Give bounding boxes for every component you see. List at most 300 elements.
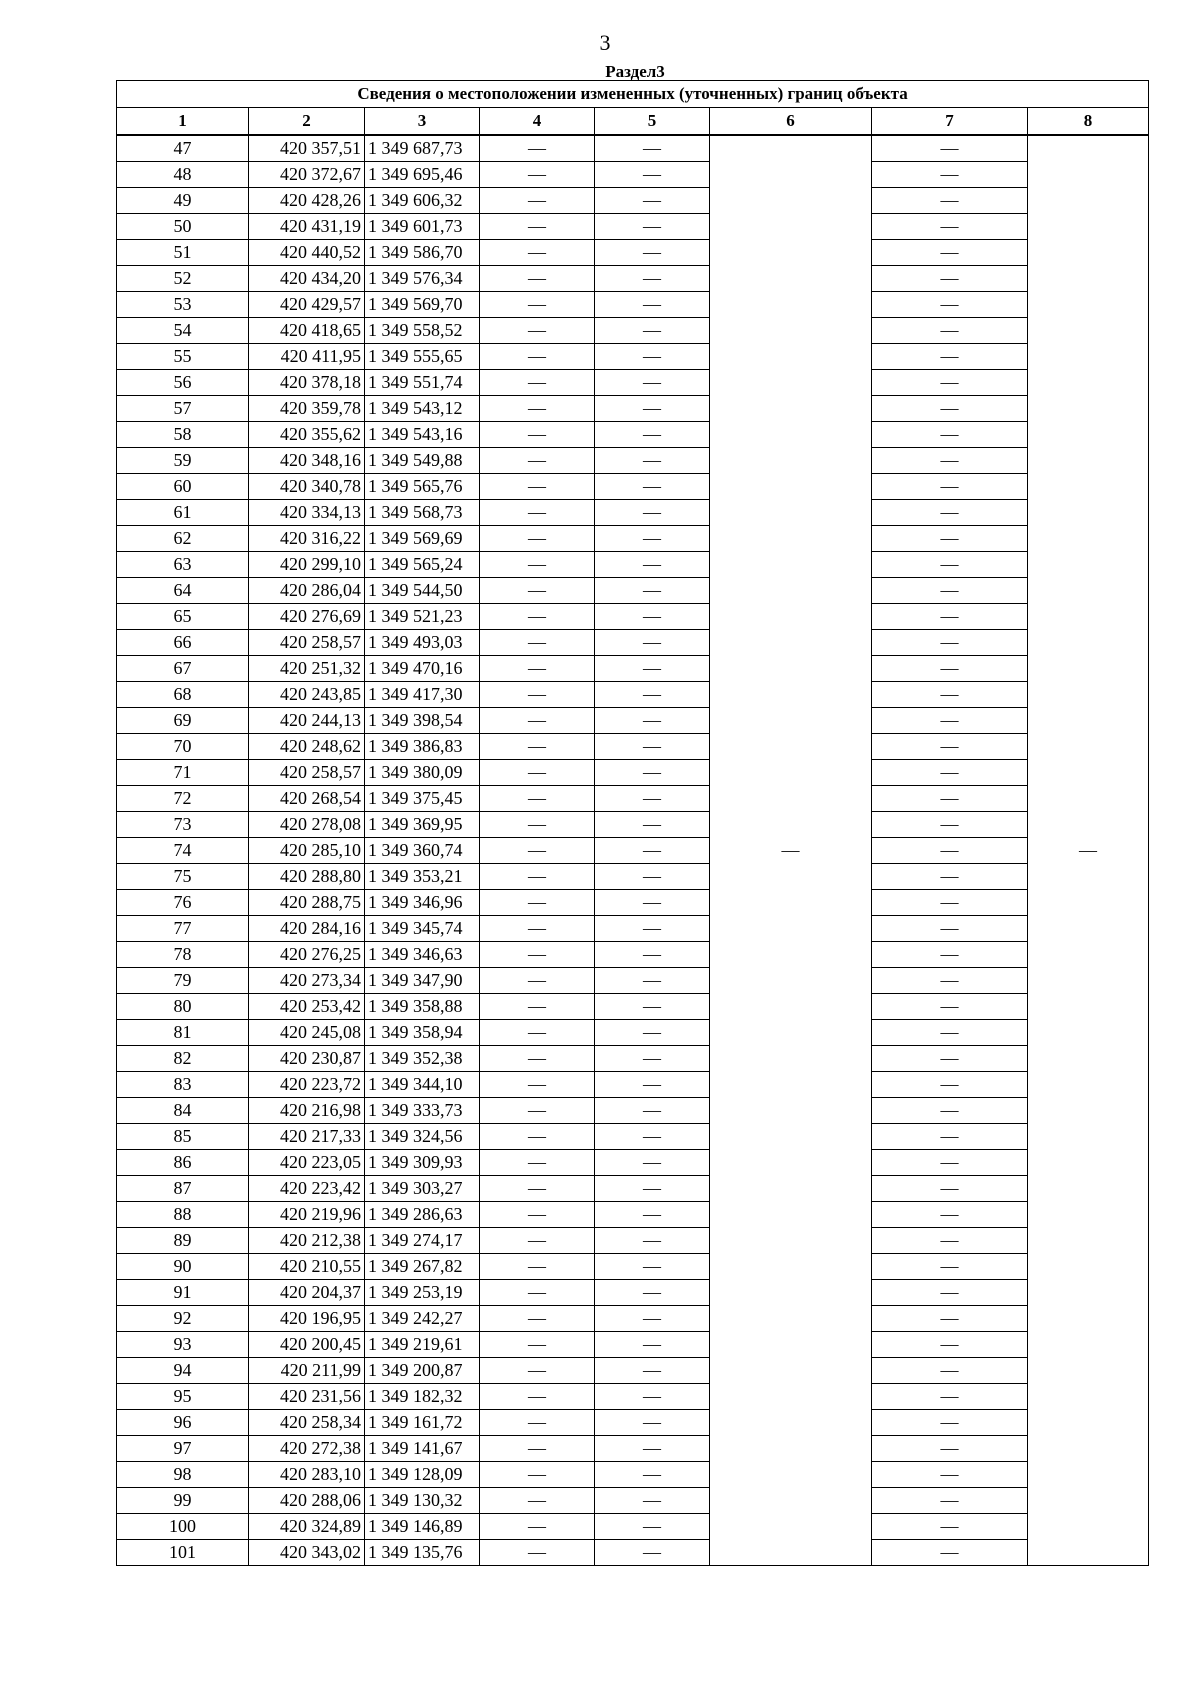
point-number-cell: 74 (117, 838, 249, 864)
y-coordinate-cell: 1 349 375,45 (365, 786, 480, 812)
column-header: 1 (117, 108, 249, 136)
column-4-cell: — (480, 1306, 595, 1332)
column-4-cell: — (480, 786, 595, 812)
table-row (117, 474, 1149, 500)
point-number-cell: 70 (117, 734, 249, 760)
y-coordinate-cell: 1 349 358,94 (365, 1020, 480, 1046)
column-4-cell: — (480, 526, 595, 552)
column-7-cell: — (872, 526, 1028, 552)
point-number-cell: 81 (117, 1020, 249, 1046)
column-4-cell: — (480, 292, 595, 318)
x-coordinate-cell: 420 286,04 (249, 578, 365, 604)
y-coordinate-cell: 1 349 369,95 (365, 812, 480, 838)
x-coordinate-cell: 420 276,69 (249, 604, 365, 630)
table-row (117, 760, 1149, 786)
x-coordinate-cell: 420 284,16 (249, 916, 365, 942)
y-coordinate-cell: 1 349 141,67 (365, 1436, 480, 1462)
point-number-cell: 100 (117, 1514, 249, 1540)
column-5-cell: — (595, 240, 710, 266)
column-7-cell: — (872, 812, 1028, 838)
column-4-cell: — (480, 812, 595, 838)
y-coordinate-cell: 1 349 200,87 (365, 1358, 480, 1384)
table-row (117, 1384, 1149, 1410)
column-5-cell: — (595, 1098, 710, 1124)
point-number-cell: 97 (117, 1436, 249, 1462)
y-coordinate-cell: 1 349 219,61 (365, 1332, 480, 1358)
table-row (117, 994, 1149, 1020)
boundary-coordinates-table (116, 80, 1149, 1566)
table-row (117, 1020, 1149, 1046)
column-4-cell: — (480, 760, 595, 786)
x-coordinate-cell: 420 248,62 (249, 734, 365, 760)
point-number-cell: 62 (117, 526, 249, 552)
column-5-cell: — (595, 292, 710, 318)
point-number-cell: 73 (117, 812, 249, 838)
column-7-cell: — (872, 1280, 1028, 1306)
column-5-cell: — (595, 1306, 710, 1332)
column-4-cell: — (480, 968, 595, 994)
table-header-row (117, 108, 1149, 136)
table-row (117, 1202, 1149, 1228)
y-coordinate-cell: 1 349 309,93 (365, 1150, 480, 1176)
column-4-cell: — (480, 708, 595, 734)
point-number-cell: 50 (117, 214, 249, 240)
column-7-cell: — (872, 214, 1028, 240)
y-coordinate-cell: 1 349 551,74 (365, 370, 480, 396)
column-7-cell: — (872, 1098, 1028, 1124)
column-4-cell: — (480, 396, 595, 422)
column-8-merged-cell: — (1028, 135, 1149, 1566)
column-7-cell: — (872, 864, 1028, 890)
column-5-cell: — (595, 1072, 710, 1098)
table-caption: Сведения о местоположении измененных (уточненных) границ объекта (117, 81, 1149, 108)
y-coordinate-cell: 1 349 549,88 (365, 448, 480, 474)
y-coordinate-cell: 1 349 606,32 (365, 188, 480, 214)
y-coordinate-cell: 1 349 493,03 (365, 630, 480, 656)
section-title: Раздел3 (605, 62, 665, 81)
column-5-cell: — (595, 135, 710, 162)
table-row (117, 188, 1149, 214)
column-6-merged-cell: — (710, 135, 872, 1566)
column-7-cell: — (872, 396, 1028, 422)
point-number-cell: 56 (117, 370, 249, 396)
column-5-cell: — (595, 266, 710, 292)
column-5-cell: — (595, 786, 710, 812)
y-coordinate-cell: 1 349 565,76 (365, 474, 480, 500)
column-7-cell: — (872, 1410, 1028, 1436)
x-coordinate-cell: 420 223,72 (249, 1072, 365, 1098)
point-number-cell: 60 (117, 474, 249, 500)
point-number-cell: 53 (117, 292, 249, 318)
column-header: 7 (872, 108, 1028, 136)
column-4-cell: — (480, 1436, 595, 1462)
column-4-cell: — (480, 656, 595, 682)
point-number-cell: 72 (117, 786, 249, 812)
table-row (117, 422, 1149, 448)
table-row (117, 1462, 1149, 1488)
column-7-cell: — (872, 1020, 1028, 1046)
x-coordinate-cell: 420 231,56 (249, 1384, 365, 1410)
point-number-cell: 47 (117, 135, 249, 162)
column-7-cell: — (872, 1540, 1028, 1566)
column-header: 5 (595, 108, 710, 136)
table-row (117, 1436, 1149, 1462)
column-7-cell: — (872, 760, 1028, 786)
column-7-cell: — (872, 188, 1028, 214)
x-coordinate-cell: 420 253,42 (249, 994, 365, 1020)
column-7-cell: — (872, 1332, 1028, 1358)
column-5-cell: — (595, 1228, 710, 1254)
x-coordinate-cell: 420 440,52 (249, 240, 365, 266)
point-number-cell: 59 (117, 448, 249, 474)
table-row (117, 1514, 1149, 1540)
column-7-cell: — (872, 786, 1028, 812)
point-number-cell: 88 (117, 1202, 249, 1228)
column-5-cell: — (595, 162, 710, 188)
x-coordinate-cell: 420 258,57 (249, 760, 365, 786)
y-coordinate-cell: 1 349 695,46 (365, 162, 480, 188)
column-4-cell: — (480, 734, 595, 760)
table-row (117, 656, 1149, 682)
x-coordinate-cell: 420 212,38 (249, 1228, 365, 1254)
column-5-cell: — (595, 188, 710, 214)
column-4-cell: — (480, 890, 595, 916)
point-number-cell: 84 (117, 1098, 249, 1124)
column-4-cell: — (480, 864, 595, 890)
x-coordinate-cell: 420 372,67 (249, 162, 365, 188)
point-number-cell: 99 (117, 1488, 249, 1514)
column-7-cell: — (872, 708, 1028, 734)
x-coordinate-cell: 420 211,99 (249, 1358, 365, 1384)
column-4-cell: — (480, 1124, 595, 1150)
column-7-cell: — (872, 1202, 1028, 1228)
column-7-cell: — (872, 162, 1028, 188)
point-number-cell: 79 (117, 968, 249, 994)
y-coordinate-cell: 1 349 130,32 (365, 1488, 480, 1514)
column-4-cell: — (480, 916, 595, 942)
table-row (117, 1280, 1149, 1306)
column-7-cell: — (872, 1124, 1028, 1150)
point-number-cell: 76 (117, 890, 249, 916)
point-number-cell: 63 (117, 552, 249, 578)
x-coordinate-cell: 420 288,06 (249, 1488, 365, 1514)
y-coordinate-cell: 1 349 303,27 (365, 1176, 480, 1202)
point-number-cell: 92 (117, 1306, 249, 1332)
column-7-cell: — (872, 630, 1028, 656)
y-coordinate-cell: 1 349 398,54 (365, 708, 480, 734)
x-coordinate-cell: 420 230,87 (249, 1046, 365, 1072)
column-4-cell: — (480, 500, 595, 526)
column-5-cell: — (595, 994, 710, 1020)
table-row (117, 318, 1149, 344)
column-5-cell: — (595, 1358, 710, 1384)
y-coordinate-cell: 1 349 601,73 (365, 214, 480, 240)
y-coordinate-cell: 1 349 470,16 (365, 656, 480, 682)
table-row (117, 734, 1149, 760)
column-4-cell: — (480, 1072, 595, 1098)
x-coordinate-cell: 420 276,25 (249, 942, 365, 968)
x-coordinate-cell: 420 268,54 (249, 786, 365, 812)
column-5-cell: — (595, 1488, 710, 1514)
column-4-cell: — (480, 240, 595, 266)
x-coordinate-cell: 420 245,08 (249, 1020, 365, 1046)
column-7-cell: — (872, 1150, 1028, 1176)
x-coordinate-cell: 420 348,16 (249, 448, 365, 474)
point-number-cell: 85 (117, 1124, 249, 1150)
x-coordinate-cell: 420 359,78 (249, 396, 365, 422)
table-row (117, 838, 1149, 864)
column-5-cell: — (595, 344, 710, 370)
point-number-cell: 57 (117, 396, 249, 422)
column-4-cell: — (480, 1150, 595, 1176)
x-coordinate-cell: 420 216,98 (249, 1098, 365, 1124)
column-header: 8 (1028, 108, 1149, 136)
column-4-cell: — (480, 1410, 595, 1436)
table-row (117, 135, 1149, 162)
table-row (117, 1540, 1149, 1566)
x-coordinate-cell: 420 288,75 (249, 890, 365, 916)
column-4-cell: — (480, 994, 595, 1020)
y-coordinate-cell: 1 349 558,52 (365, 318, 480, 344)
point-number-cell: 65 (117, 604, 249, 630)
point-number-cell: 61 (117, 500, 249, 526)
column-4-cell: — (480, 162, 595, 188)
column-7-cell: — (872, 1228, 1028, 1254)
y-coordinate-cell: 1 349 345,74 (365, 916, 480, 942)
table-row (117, 1046, 1149, 1072)
column-4-cell: — (480, 1280, 595, 1306)
point-number-cell: 89 (117, 1228, 249, 1254)
column-7-cell: — (872, 1176, 1028, 1202)
column-5-cell: — (595, 370, 710, 396)
x-coordinate-cell: 420 411,95 (249, 344, 365, 370)
column-5-cell: — (595, 578, 710, 604)
column-4-cell: — (480, 604, 595, 630)
column-5-cell: — (595, 1514, 710, 1540)
table-row (117, 578, 1149, 604)
column-7-cell: — (872, 1488, 1028, 1514)
x-coordinate-cell: 420 340,78 (249, 474, 365, 500)
y-coordinate-cell: 1 349 333,73 (365, 1098, 480, 1124)
y-coordinate-cell: 1 349 543,12 (365, 396, 480, 422)
column-7-cell: — (872, 370, 1028, 396)
y-coordinate-cell: 1 349 128,09 (365, 1462, 480, 1488)
column-4-cell: — (480, 448, 595, 474)
table-row (117, 292, 1149, 318)
x-coordinate-cell: 420 285,10 (249, 838, 365, 864)
column-7-cell: — (872, 1358, 1028, 1384)
column-5-cell: — (595, 1280, 710, 1306)
table-row (117, 1306, 1149, 1332)
x-coordinate-cell: 420 428,26 (249, 188, 365, 214)
column-7-cell: — (872, 1254, 1028, 1280)
page-number: 3 (599, 30, 611, 55)
column-7-cell: — (872, 890, 1028, 916)
point-number-cell: 77 (117, 916, 249, 942)
table-row (117, 682, 1149, 708)
table-row (117, 890, 1149, 916)
table-row (117, 968, 1149, 994)
column-7-cell: — (872, 500, 1028, 526)
y-coordinate-cell: 1 349 344,10 (365, 1072, 480, 1098)
point-number-cell: 58 (117, 422, 249, 448)
column-7-cell: — (872, 1436, 1028, 1462)
column-7-cell: — (872, 422, 1028, 448)
column-4-cell: — (480, 682, 595, 708)
point-number-cell: 49 (117, 188, 249, 214)
column-4-cell: — (480, 1228, 595, 1254)
column-4-cell: — (480, 344, 595, 370)
column-5-cell: — (595, 1020, 710, 1046)
column-4-cell: — (480, 1384, 595, 1410)
column-5-cell: — (595, 656, 710, 682)
column-header: 3 (365, 108, 480, 136)
x-coordinate-cell: 420 316,22 (249, 526, 365, 552)
column-7-cell: — (872, 942, 1028, 968)
point-number-cell: 86 (117, 1150, 249, 1176)
table-row (117, 344, 1149, 370)
column-header: 4 (480, 108, 595, 136)
x-coordinate-cell: 420 378,18 (249, 370, 365, 396)
column-4-cell: — (480, 838, 595, 864)
point-number-cell: 87 (117, 1176, 249, 1202)
x-coordinate-cell: 420 196,95 (249, 1306, 365, 1332)
y-coordinate-cell: 1 349 146,89 (365, 1514, 480, 1540)
point-number-cell: 95 (117, 1384, 249, 1410)
column-4-cell: — (480, 1488, 595, 1514)
table-row (117, 1150, 1149, 1176)
x-coordinate-cell: 420 278,08 (249, 812, 365, 838)
column-5-cell: — (595, 474, 710, 500)
y-coordinate-cell: 1 349 286,63 (365, 1202, 480, 1228)
column-7-cell: — (872, 318, 1028, 344)
column-header: 2 (249, 108, 365, 136)
column-4-cell: — (480, 318, 595, 344)
x-coordinate-cell: 420 251,32 (249, 656, 365, 682)
x-coordinate-cell: 420 223,42 (249, 1176, 365, 1202)
column-7-cell: — (872, 266, 1028, 292)
column-7-cell: — (872, 838, 1028, 864)
column-7-cell: — (872, 240, 1028, 266)
table-row (117, 708, 1149, 734)
column-7-cell: — (872, 344, 1028, 370)
point-number-cell: 51 (117, 240, 249, 266)
column-5-cell: — (595, 708, 710, 734)
column-5-cell: — (595, 422, 710, 448)
y-coordinate-cell: 1 349 324,56 (365, 1124, 480, 1150)
x-coordinate-cell: 420 357,51 (249, 135, 365, 162)
column-7-cell: — (872, 1462, 1028, 1488)
column-5-cell: — (595, 1436, 710, 1462)
point-number-cell: 52 (117, 266, 249, 292)
x-coordinate-cell: 420 244,13 (249, 708, 365, 734)
column-4-cell: — (480, 1098, 595, 1124)
point-number-cell: 55 (117, 344, 249, 370)
y-coordinate-cell: 1 349 353,21 (365, 864, 480, 890)
column-7-cell: — (872, 734, 1028, 760)
table-row (117, 1254, 1149, 1280)
column-4-cell: — (480, 474, 595, 500)
x-coordinate-cell: 420 258,57 (249, 630, 365, 656)
column-5-cell: — (595, 1462, 710, 1488)
table-row (117, 1072, 1149, 1098)
x-coordinate-cell: 420 343,02 (249, 1540, 365, 1566)
column-5-cell: — (595, 214, 710, 240)
column-4-cell: — (480, 578, 595, 604)
y-coordinate-cell: 1 349 544,50 (365, 578, 480, 604)
column-5-cell: — (595, 318, 710, 344)
column-5-cell: — (595, 552, 710, 578)
table-row (117, 1488, 1149, 1514)
column-7-cell: — (872, 292, 1028, 318)
table-row (117, 396, 1149, 422)
point-number-cell: 94 (117, 1358, 249, 1384)
y-coordinate-cell: 1 349 417,30 (365, 682, 480, 708)
point-number-cell: 78 (117, 942, 249, 968)
table-row (117, 1410, 1149, 1436)
column-5-cell: — (595, 1150, 710, 1176)
column-header: 6 (710, 108, 872, 136)
point-number-cell: 71 (117, 760, 249, 786)
column-7-cell: — (872, 552, 1028, 578)
column-4-cell: — (480, 942, 595, 968)
x-coordinate-cell: 420 288,80 (249, 864, 365, 890)
table-row (117, 240, 1149, 266)
x-coordinate-cell: 420 355,62 (249, 422, 365, 448)
column-7-cell: — (872, 474, 1028, 500)
point-number-cell: 48 (117, 162, 249, 188)
table-row (117, 214, 1149, 240)
point-number-cell: 90 (117, 1254, 249, 1280)
point-number-cell: 64 (117, 578, 249, 604)
table-row (117, 448, 1149, 474)
column-4-cell: — (480, 370, 595, 396)
y-coordinate-cell: 1 349 543,16 (365, 422, 480, 448)
column-7-cell: — (872, 1046, 1028, 1072)
point-number-cell: 82 (117, 1046, 249, 1072)
column-4-cell: — (480, 266, 595, 292)
column-4-cell: — (480, 1462, 595, 1488)
y-coordinate-cell: 1 349 569,69 (365, 526, 480, 552)
point-number-cell: 54 (117, 318, 249, 344)
column-4-cell: — (480, 1020, 595, 1046)
column-4-cell: — (480, 1514, 595, 1540)
column-5-cell: — (595, 942, 710, 968)
x-coordinate-cell: 420 243,85 (249, 682, 365, 708)
table-row (117, 526, 1149, 552)
column-7-cell: — (872, 135, 1028, 162)
column-5-cell: — (595, 812, 710, 838)
y-coordinate-cell: 1 349 565,24 (365, 552, 480, 578)
x-coordinate-cell: 420 204,37 (249, 1280, 365, 1306)
point-number-cell: 69 (117, 708, 249, 734)
column-5-cell: — (595, 1254, 710, 1280)
table-row (117, 1358, 1149, 1384)
column-5-cell: — (595, 968, 710, 994)
y-coordinate-cell: 1 349 360,74 (365, 838, 480, 864)
column-7-cell: — (872, 448, 1028, 474)
column-5-cell: — (595, 916, 710, 942)
column-5-cell: — (595, 604, 710, 630)
y-coordinate-cell: 1 349 586,70 (365, 240, 480, 266)
table-row (117, 942, 1149, 968)
column-4-cell: — (480, 214, 595, 240)
table-row (117, 162, 1149, 188)
column-5-cell: — (595, 838, 710, 864)
column-7-cell: — (872, 1072, 1028, 1098)
column-5-cell: — (595, 682, 710, 708)
x-coordinate-cell: 420 418,65 (249, 318, 365, 344)
